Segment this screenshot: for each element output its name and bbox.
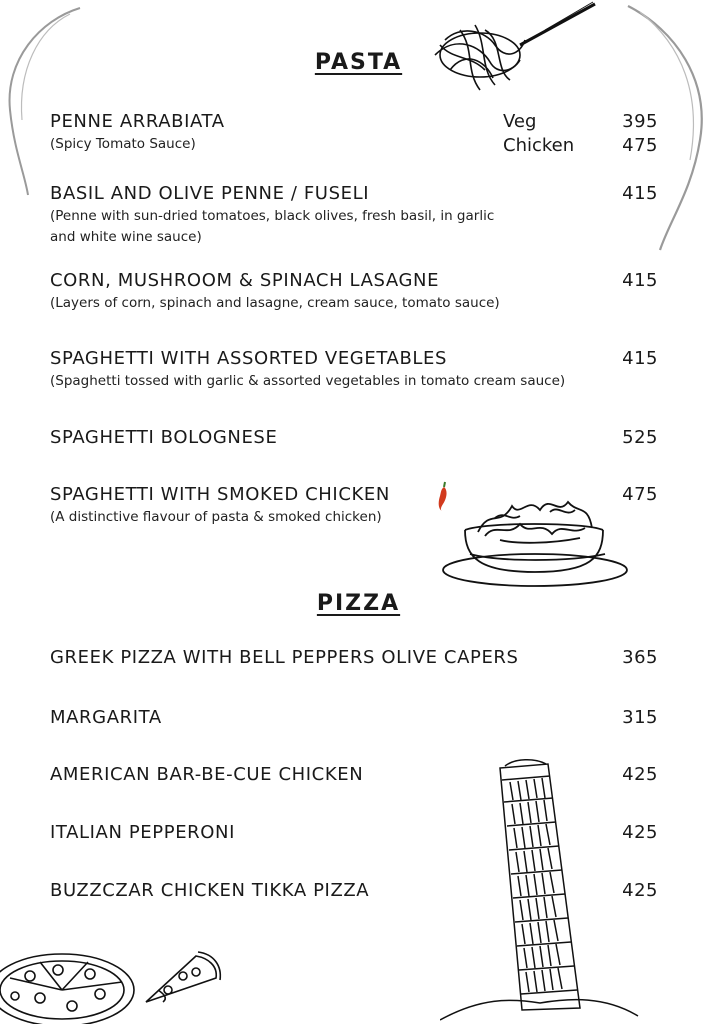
item-name: CORN, MUSHROOM & SPINACH LASAGNE — [50, 270, 440, 291]
variant-price: 475 — [622, 135, 658, 156]
item-name: GREEK PIZZA WITH BELL PEPPERS OLIVE CAPERS — [50, 647, 519, 668]
menu-item — [50, 269, 660, 314]
item-description: (A distinctive flavour of pasta & smoked chicken) — [50, 509, 382, 525]
menu-item — [50, 347, 660, 392]
item-price: 525 — [622, 427, 658, 448]
item-description: (Spicy Tomato Sauce) — [50, 136, 196, 152]
item-name: MARGARITA — [50, 707, 162, 728]
item-description: (Spaghetti tossed with garlic & assorted vegetables in tomato cream sauce) — [50, 373, 566, 389]
item-price: 415 — [622, 348, 658, 369]
item-name: ITALIAN PEPPERONI — [50, 822, 236, 843]
pizza-section-title: PIZZA — [316, 591, 401, 616]
menu-item — [50, 182, 660, 248]
pizza-slice-icon — [138, 950, 223, 1010]
item-description: (Penne with sun-dried tomatoes, black olives, fresh basil, in garlic and white wine sauce) — [50, 208, 495, 245]
item-price: 425 — [622, 880, 658, 901]
item-price: 315 — [622, 707, 658, 728]
variant-price: 395 — [622, 111, 658, 132]
item-price: 425 — [622, 822, 658, 843]
item-name: AMERICAN BAR-BE-CUE CHICKEN — [50, 764, 364, 785]
item-name: PENNE ARRABIATA — [50, 111, 225, 132]
item-price: 425 — [622, 764, 658, 785]
variant-label: Chicken — [503, 135, 575, 156]
item-price: 415 — [622, 183, 658, 204]
menu-item — [50, 110, 660, 155]
menu-item — [50, 646, 660, 670]
pizza-icon — [0, 938, 140, 1024]
swirl-left-icon — [0, 0, 90, 200]
item-description: (Layers of corn, spinach and lasagne, cream sauce, tomato sauce) — [50, 295, 500, 311]
menu-item — [50, 706, 660, 730]
leaning-tower-icon — [440, 758, 640, 1024]
item-name: SPAGHETTI WITH SMOKED CHICKEN — [50, 484, 390, 505]
pasta-bowl-icon — [440, 488, 635, 598]
item-price: 365 — [622, 647, 658, 668]
variant-label: Veg — [503, 111, 537, 132]
item-name: SPAGHETTI WITH ASSORTED VEGETABLES — [50, 348, 448, 369]
item-price: 415 — [622, 270, 658, 291]
item-name: SPAGHETTI BOLOGNESE — [50, 427, 278, 448]
item-price: 475 — [622, 484, 658, 505]
pasta-section-title: PASTA — [314, 50, 403, 75]
item-name: BASIL AND OLIVE PENNE / FUSELI — [50, 183, 370, 204]
menu-item — [50, 426, 660, 450]
item-name: BUZZCZAR CHICKEN TIKKA PIZZA — [50, 880, 370, 901]
